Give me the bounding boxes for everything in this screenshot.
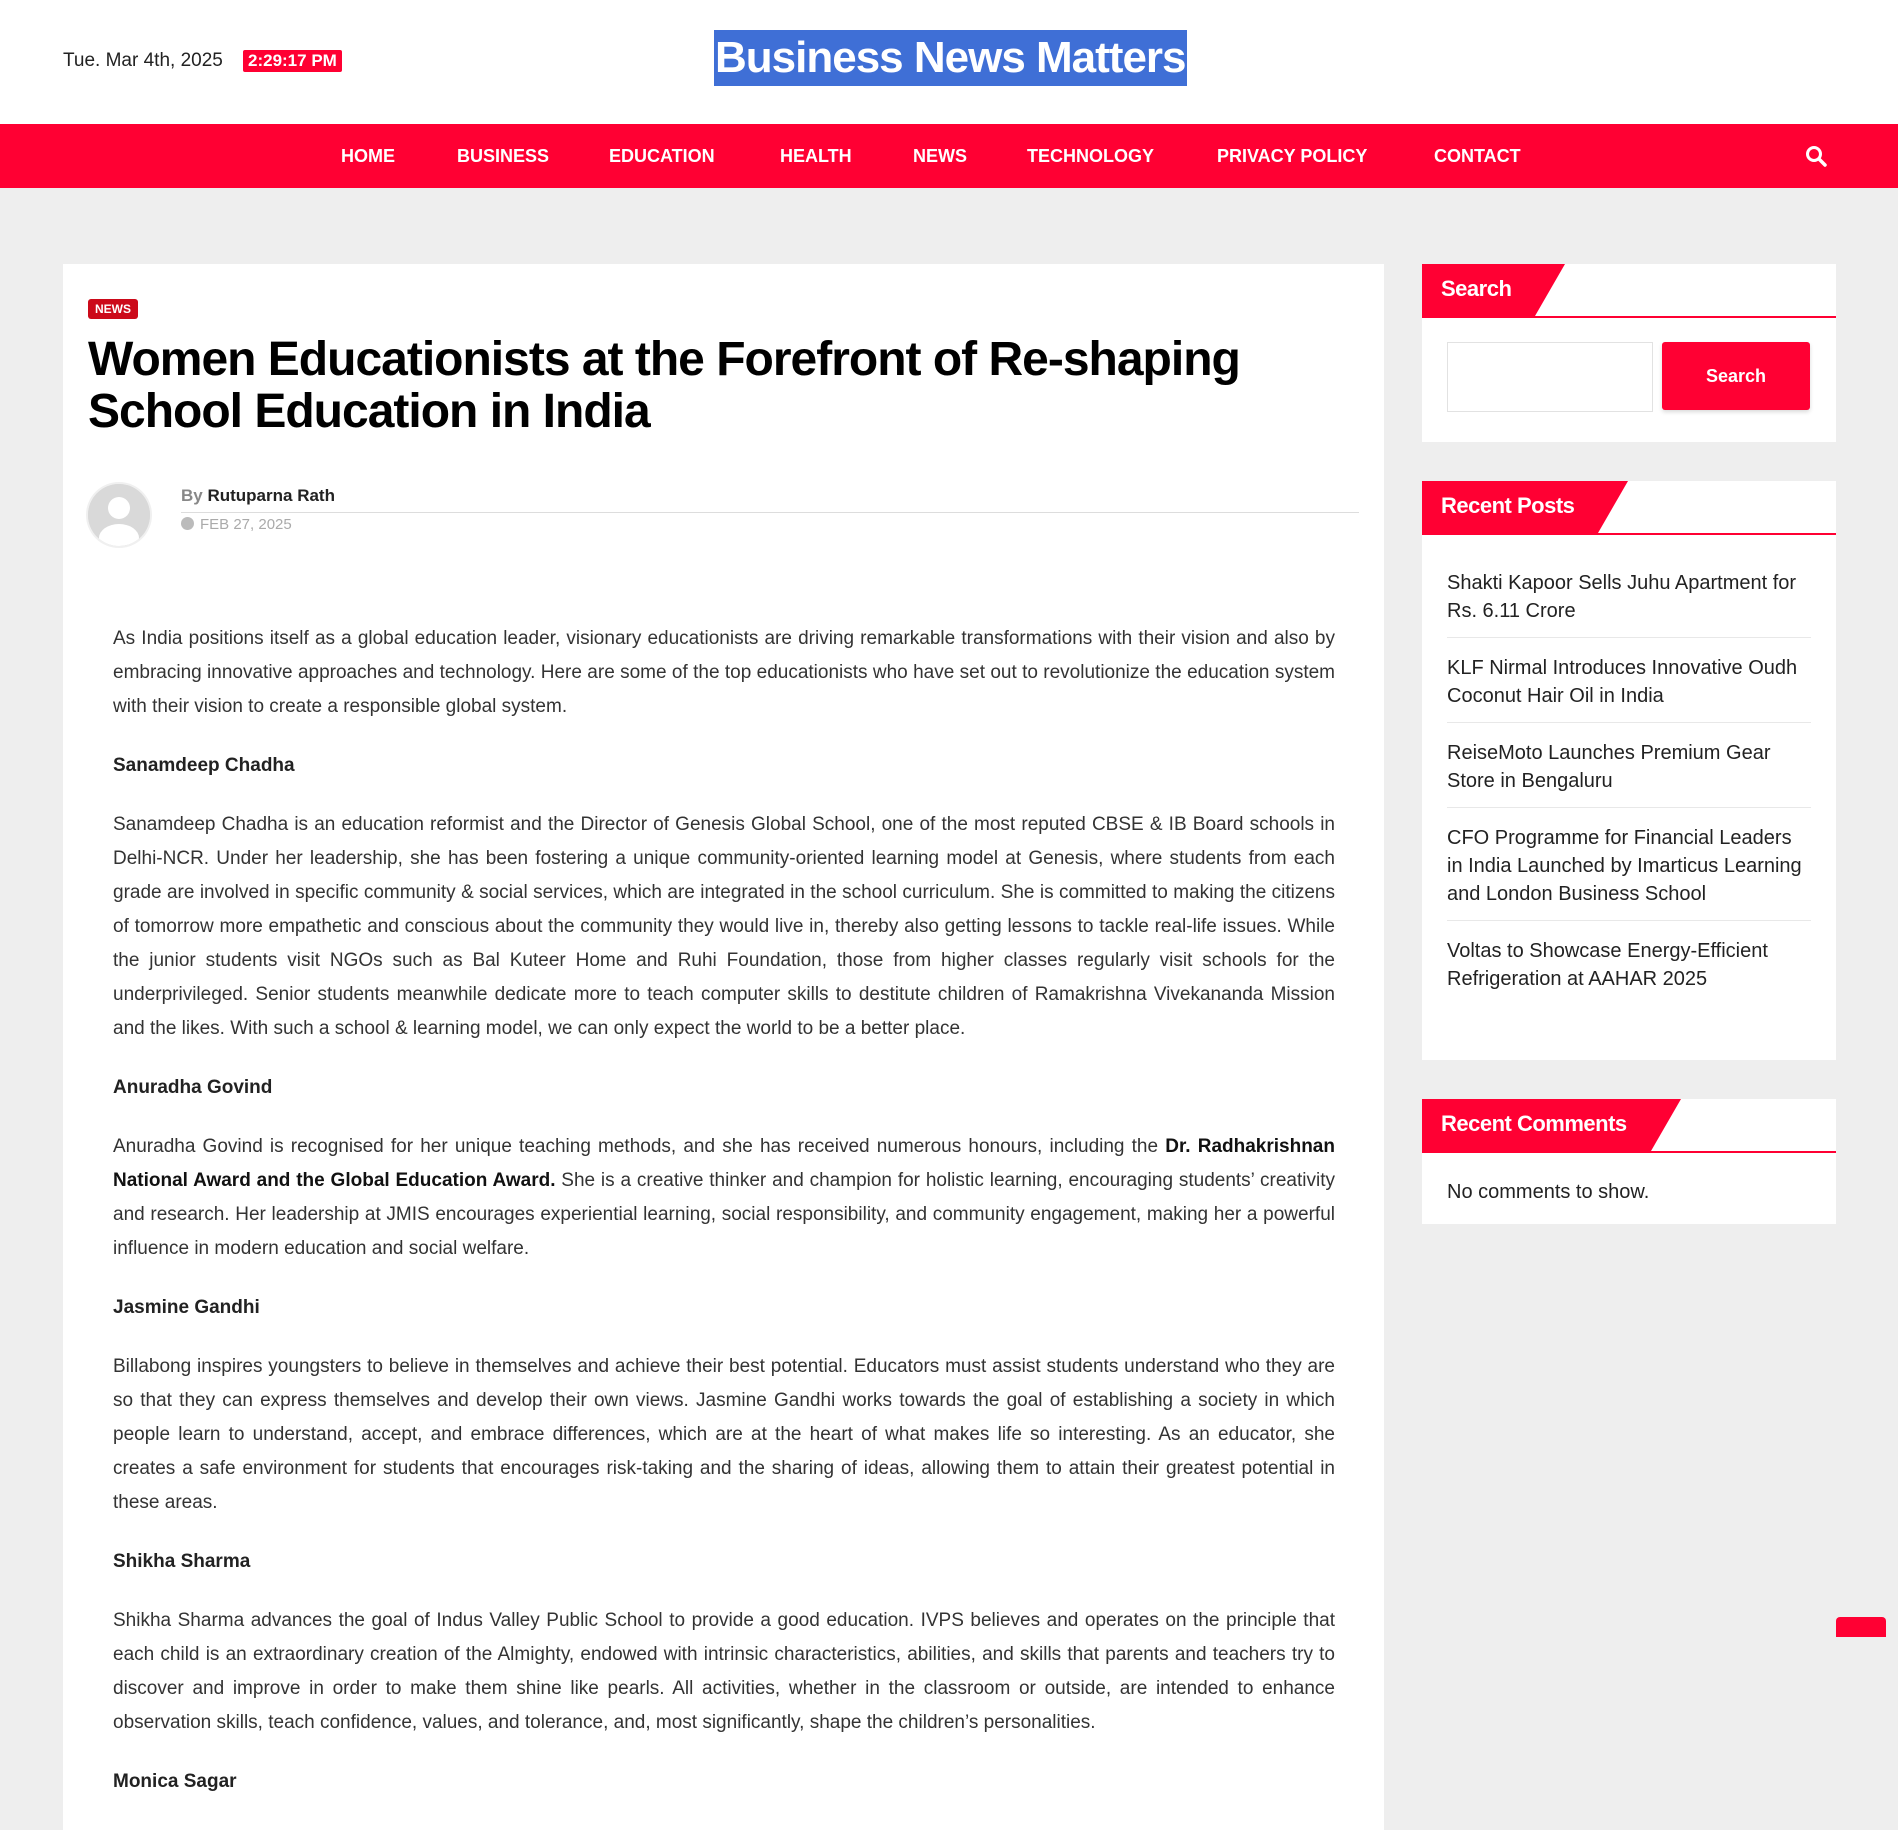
section-body [113,1130,1335,1266]
user-avatar-icon [88,484,150,546]
main-navigation [0,124,1898,188]
section-body: Sanamdeep Chadha is an education reformist and the Director of Genesis Global School, one of the most reputed CBSE & IB Board schools in Delhi-NCR. Under her leadership, she has been fostering a unique community-oriented learning model at Genesis, where students from each grade are involved in specific community & social services, which are integrated in the school curriculum. She is committed to making the citizens of tomorrow more empathetic and conscious about the community they would live in, thereby also getting lessons to tackle real-life issues. While the junior students visit NGOs such as Bal Kuteer Home and Ruhi Foundation, those from higher classes regularly visit schools for the underprivileged. Senior students meanwhile dedicate more to teach computer skills to destitute children of Ramakrishna Vivekananda Mission and the likes. With such a school & learning model, we can only expect the world to be a better place. [113,814,1335,1039]
article-title: Women Educationists at the Forefront of Re-shaping School Education in India [88,333,1240,438]
category-badge[interactable]: NEWS [88,299,138,319]
recent-post-link[interactable]: ReiseMoto Launches Premium Gear Store in Bengaluru [1447,739,1811,808]
nav-contact[interactable]: CONTACT [1434,146,1521,166]
recent-post-link[interactable]: Voltas to Showcase Energy-Efficient Refrigeration at AAHAR 2025 [1447,940,1768,990]
section-heading: Monica Sagar [113,1771,237,1792]
search-button[interactable]: Search [1662,342,1810,410]
post-date-text[interactable]: FEB 27, 2025 [200,516,292,533]
no-comments-text: No comments to show. [1447,1181,1650,1203]
section-body: Shikha Sharma advances the goal of Indus Valley Public School to provide a good education. IVPS believes and operates on the principle that each child is an extraordinary creation of the Almighty, endowed with intrinsic characteristics, abilities, and skills that parents and teachers try to discover and improve in order to make them shine like pearls. All activities, whether in the classroom or outside, are intended to enhance observation skills, teach confidence, values, and tolerance, and, most significantly, shape the children’s personalities. [113,1610,1335,1733]
author-avatar[interactable] [88,484,150,546]
article-byline [181,486,1359,513]
search-icon[interactable] [1804,144,1828,168]
section-heading: Anuradha Govind [113,1077,273,1098]
header-date: Tue. Mar 4th, 2025 [63,50,223,71]
article-content [113,622,1335,1824]
post-date [181,516,292,533]
scroll-to-top-button[interactable] [1836,1617,1886,1637]
recent-comments-widget [1422,1099,1836,1224]
nav-news[interactable]: NEWS [913,146,967,166]
clock-icon [181,517,194,530]
widget-header [1422,264,1836,318]
site-header [0,0,1898,124]
by-label: By [181,486,203,505]
recent-post-link[interactable]: Shakti Kapoor Sells Juhu Apartment for Rs. 6.11 Crore [1447,569,1811,638]
widget-title: Search [1422,264,1535,316]
search-widget [1422,264,1836,442]
site-title-link[interactable]: Business News Matters [714,30,1187,86]
widget-header [1422,1099,1836,1153]
section-heading: Sanamdeep Chadha [113,755,295,776]
search-icon-glyph [1804,144,1828,168]
section-heading: Shikha Sharma [113,1551,251,1572]
header-clock: 2:29:17 PM [243,50,342,72]
article-card [63,264,1384,1830]
search-input[interactable] [1447,342,1653,412]
section-heading: Jasmine Gandhi [113,1297,260,1318]
nav-business[interactable]: BUSINESS [457,146,550,166]
award-highlight: Dr. Radhakrishnan National Award and the Global Education Award. [113,1136,1335,1191]
section-body: Billabong inspires youngsters to believe in themselves and achieve their best potential. Educators must assist students understand who they are so that they can express themselves and develop their own views. Jasmine Gandhi works towards the goal of establishing a society in which people learn to understand, accept, and embrace differences, which are at the heart of what makes life so interesting. As an educator, she creates a safe environment for students that encourages risk-taking and the sharing of ideas, allowing them to attain their greatest potential in these areas. [113,1356,1335,1513]
recent-posts-widget [1422,481,1836,1060]
article-intro: As India positions itself as a global education leader, visionary educationists are driving remarkable transformations with their vision and also by embracing innovative approaches and technology. Here are some of the top educationists who have set out to revolutionize the education system with their vision to create a responsible global system. [113,628,1335,717]
nav-education[interactable]: EDUCATION [609,146,715,166]
nav-health[interactable]: HEALTH [780,146,852,166]
widget-header [1422,481,1836,535]
author-link[interactable]: Rutuparna Rath [207,486,335,505]
recent-post-link[interactable]: KLF Nirmal Introduces Innovative Oudh Coconut Hair Oil in India [1447,654,1811,723]
nav-privacy-policy[interactable]: PRIVACY POLICY [1217,146,1368,166]
widget-title: Recent Comments [1422,1099,1651,1151]
nav-home[interactable]: HOME [341,146,395,166]
section-body-text: Anuradha Govind is recognised for her unique teaching methods, and she has received numerous honours, including the [113,1136,1166,1157]
nav-technology[interactable]: TECHNOLOGY [1027,146,1155,166]
widget-title: Recent Posts [1422,481,1598,533]
recent-post-link[interactable]: CFO Programme for Financial Leaders in India Launched by Imarticus Learning and London Business School [1447,824,1811,921]
section-body-text: She is a creative thinker and champion for holistic learning, encouraging students’ creativity and research. Her leadership at JMIS encourages experiential learning, social responsibility, and community engagement, making her a powerful influence in modern education and social welfare. [113,1170,1335,1259]
recent-posts-list [1447,569,1811,1021]
